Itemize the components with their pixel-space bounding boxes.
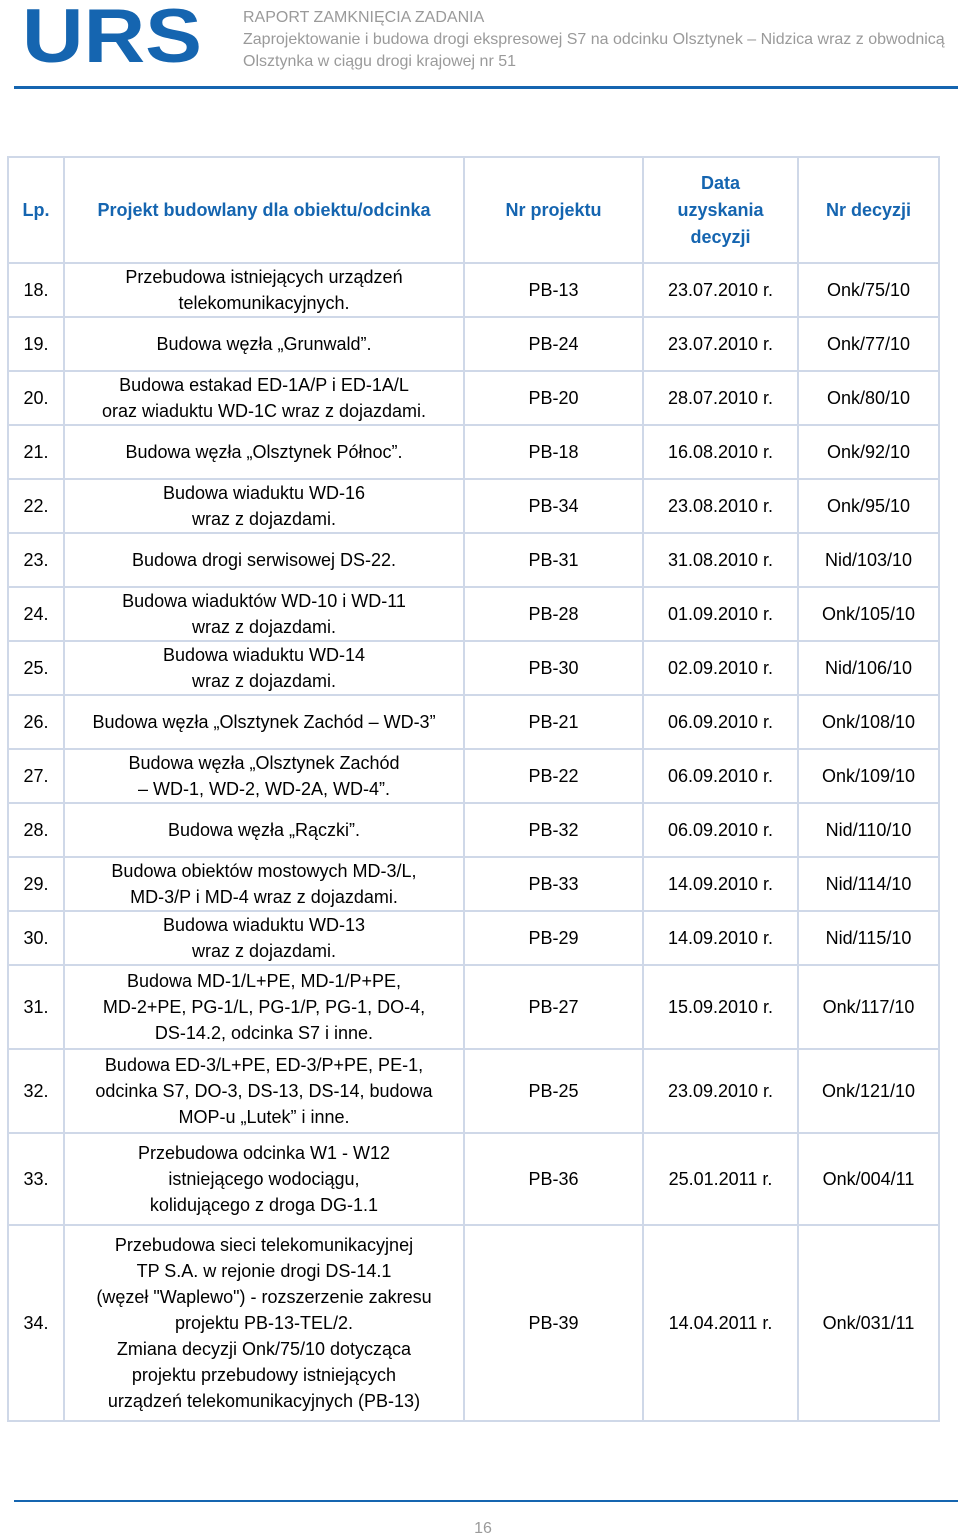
description-line: Budowa wiaduktu WD-14 (162, 645, 366, 665)
table-row (8, 317, 939, 371)
row-lp: 30. (8, 911, 64, 965)
description-line: odcinka S7, DO-3, DS-13, DS-14, budowa (95, 1081, 433, 1101)
row-nr-project: PB-24 (464, 317, 643, 371)
row-nr-decision: Nid/114/10 (798, 857, 939, 911)
row-nr-decision: Nid/103/10 (798, 533, 939, 587)
row-project-description (64, 1225, 464, 1421)
row-lp: 19. (8, 317, 64, 371)
row-nr-project: PB-32 (464, 803, 643, 857)
urs-logo (22, 4, 204, 68)
row-date: 14.04.2011 r. (643, 1225, 798, 1421)
row-nr-project: PB-31 (464, 533, 643, 587)
row-nr-project: PB-29 (464, 911, 643, 965)
table-row (8, 857, 939, 911)
row-date: 06.09.2010 r. (643, 803, 798, 857)
row-project-description (64, 965, 464, 1049)
row-project-description (64, 263, 464, 317)
row-project-description (64, 533, 464, 587)
description-line: wraz z dojazdami. (191, 509, 337, 529)
table-row (8, 1225, 939, 1421)
description-line: oraz wiaduktu WD-1C wraz z dojazdami. (101, 401, 427, 421)
description-line: Przebudowa sieci telekomunikacyjnej (114, 1235, 414, 1255)
row-nr-project: PB-13 (464, 263, 643, 317)
row-date: 14.09.2010 r. (643, 857, 798, 911)
row-lp: 21. (8, 425, 64, 479)
description-line: Zmiana decyzji Onk/75/10 dotycząca (116, 1339, 412, 1359)
decisions-table (7, 156, 940, 1422)
description-line: wraz z dojazdami. (191, 671, 337, 691)
row-nr-project: PB-18 (464, 425, 643, 479)
report-subtitle-line1: Zaprojektowanie i budowa drogi ekspresowej S7 na odcinku Olsztynek – Nidzica wraz z obwodnicą (243, 31, 945, 48)
row-nr-decision: Onk/77/10 (798, 317, 939, 371)
row-project-description (64, 479, 464, 533)
table-row (8, 425, 939, 479)
row-nr-decision: Onk/75/10 (798, 263, 939, 317)
row-lp: 33. (8, 1133, 64, 1225)
table-row (8, 533, 939, 587)
description-line: MD-2+PE, PG-1/L, PG-1/P, PG-1, DO-4, (102, 997, 426, 1017)
description-line: Budowa drogi serwisowej DS-22. (131, 550, 397, 570)
row-nr-decision: Onk/92/10 (798, 425, 939, 479)
table-row (8, 965, 939, 1049)
row-nr-project: PB-33 (464, 857, 643, 911)
description-line: Budowa estakad ED-1A/P i ED-1A/L (119, 375, 409, 395)
table-row (8, 695, 939, 749)
description-line: Przebudowa odcinka W1 - W12 (137, 1143, 391, 1163)
description-line: Budowa wiaduktów WD-10 i WD-11 (122, 591, 406, 611)
row-date: 15.09.2010 r. (643, 965, 798, 1049)
row-date: 14.09.2010 r. (643, 911, 798, 965)
row-project-description (64, 1049, 464, 1133)
row-project-description (64, 911, 464, 965)
row-nr-project: PB-27 (464, 965, 643, 1049)
table-row (8, 479, 939, 533)
row-nr-project: PB-39 (464, 1225, 643, 1421)
table-row (8, 803, 939, 857)
row-lp: 18. (8, 263, 64, 317)
row-date: 23.08.2010 r. (643, 479, 798, 533)
description-line: Budowa ED-3/L+PE, ED-3/P+PE, PE-1, (104, 1055, 424, 1075)
description-line: Budowa obiektów mostowych MD-3/L, (111, 861, 417, 881)
page-header (243, 7, 953, 73)
table-row (8, 911, 939, 965)
row-nr-project: PB-30 (464, 641, 643, 695)
col-header-nr-project: Nr projektu (464, 157, 643, 263)
urs-logo-text: URS (22, 4, 202, 68)
footer-divider (14, 1500, 958, 1502)
description-line: Budowa węzła „Olsztynek Zachód – WD-3” (92, 712, 436, 732)
row-project-description (64, 1133, 464, 1225)
description-line: projektu PB-13-TEL/2. (174, 1313, 354, 1333)
header-divider (14, 86, 958, 89)
description-line: istniejącego wodociągu, (168, 1169, 360, 1189)
row-nr-decision: Onk/80/10 (798, 371, 939, 425)
description-line: DS-14.2, odcinka S7 i inne. (154, 1023, 374, 1043)
row-nr-project: PB-21 (464, 695, 643, 749)
table-header-row (8, 157, 939, 263)
row-project-description (64, 857, 464, 911)
table-body (8, 263, 939, 1421)
description-line: TP S.A. w rejonie drogi DS-14.1 (136, 1261, 392, 1281)
row-nr-decision: Onk/117/10 (798, 965, 939, 1049)
description-line: Budowa MD-1/L+PE, MD-1/P+PE, (126, 971, 402, 991)
row-nr-decision: Nid/115/10 (798, 911, 939, 965)
row-date: 23.07.2010 r. (643, 263, 798, 317)
table-row (8, 1133, 939, 1225)
row-date: 02.09.2010 r. (643, 641, 798, 695)
table-row (8, 1049, 939, 1133)
description-line: Przebudowa istniejących urządzeń (125, 267, 403, 287)
row-lp: 29. (8, 857, 64, 911)
row-nr-decision: Nid/106/10 (798, 641, 939, 695)
col-header-lp: Lp. (8, 157, 64, 263)
row-lp: 26. (8, 695, 64, 749)
description-line: projektu przebudowy istniejących (131, 1365, 397, 1385)
row-nr-decision: Onk/95/10 (798, 479, 939, 533)
description-line: Budowa węzła „Rączki”. (167, 820, 361, 840)
row-date: 06.09.2010 r. (643, 695, 798, 749)
row-nr-decision: Onk/004/11 (798, 1133, 939, 1225)
row-date: 31.08.2010 r. (643, 533, 798, 587)
row-nr-decision: Onk/108/10 (798, 695, 939, 749)
table-row (8, 263, 939, 317)
description-line: MD-3/P i MD-4 wraz z dojazdami. (130, 887, 398, 907)
report-title: RAPORT ZAMKNIĘCIA ZADANIA (243, 9, 485, 26)
description-line: urządzeń telekomunikacyjnych (PB-13) (107, 1391, 421, 1411)
description-line: wraz z dojazdami. (191, 941, 337, 961)
row-nr-project: PB-20 (464, 371, 643, 425)
page-number: 16 (474, 1520, 492, 1537)
row-nr-decision: Onk/031/11 (798, 1225, 939, 1421)
table-row (8, 371, 939, 425)
report-subtitle-line2: Olsztynka w ciągu drogi krajowej nr 51 (243, 53, 517, 70)
description-line: (węzeł "Waplewo") - rozszerzenie zakresu (96, 1287, 432, 1307)
row-project-description (64, 371, 464, 425)
row-nr-decision: Onk/105/10 (798, 587, 939, 641)
row-lp: 32. (8, 1049, 64, 1133)
row-lp: 22. (8, 479, 64, 533)
description-line: Budowa wiaduktu WD-13 (162, 915, 366, 935)
row-nr-decision: Onk/121/10 (798, 1049, 939, 1133)
row-project-description (64, 317, 464, 371)
description-line: Budowa węzła „Olsztynek Zachód (128, 753, 400, 773)
table-row (8, 587, 939, 641)
row-date: 01.09.2010 r. (643, 587, 798, 641)
row-lp: 31. (8, 965, 64, 1049)
description-line: MOP-u „Lutek” i inne. (178, 1107, 350, 1127)
description-line: Budowa węzła „Olsztynek Północ”. (125, 442, 403, 462)
description-line: wraz z dojazdami. (191, 617, 337, 637)
row-lp: 23. (8, 533, 64, 587)
col-header-project: Projekt budowlany dla obiektu/odcinka (64, 157, 464, 263)
row-date: 25.01.2011 r. (643, 1133, 798, 1225)
row-lp: 28. (8, 803, 64, 857)
description-line: Budowa węzła „Grunwald”. (156, 334, 372, 354)
row-project-description (64, 749, 464, 803)
col-header-date: Data uzyskania decyzji (643, 157, 798, 263)
row-nr-decision: Nid/110/10 (798, 803, 939, 857)
row-nr-project: PB-25 (464, 1049, 643, 1133)
description-line: – WD-1, WD-2, WD-2A, WD-4”. (138, 779, 390, 799)
row-date: 28.07.2010 r. (643, 371, 798, 425)
row-nr-project: PB-36 (464, 1133, 643, 1225)
row-date: 23.09.2010 r. (643, 1049, 798, 1133)
row-project-description (64, 695, 464, 749)
description-line: kolidującego z droga DG-1.1 (149, 1195, 379, 1215)
table-row (8, 641, 939, 695)
row-nr-project: PB-22 (464, 749, 643, 803)
row-lp: 34. (8, 1225, 64, 1421)
row-lp: 20. (8, 371, 64, 425)
row-date: 16.08.2010 r. (643, 425, 798, 479)
row-lp: 24. (8, 587, 64, 641)
row-project-description (64, 803, 464, 857)
row-project-description (64, 425, 464, 479)
description-line: Budowa wiaduktu WD-16 (162, 483, 366, 503)
row-nr-project: PB-28 (464, 587, 643, 641)
row-lp: 25. (8, 641, 64, 695)
row-date: 06.09.2010 r. (643, 749, 798, 803)
row-lp: 27. (8, 749, 64, 803)
row-project-description (64, 587, 464, 641)
col-header-nr-decision: Nr decyzji (798, 157, 939, 263)
description-line: telekomunikacyjnych. (178, 293, 350, 313)
row-date: 23.07.2010 r. (643, 317, 798, 371)
row-nr-project: PB-34 (464, 479, 643, 533)
table-row (8, 749, 939, 803)
row-project-description (64, 641, 464, 695)
row-nr-decision: Onk/109/10 (798, 749, 939, 803)
